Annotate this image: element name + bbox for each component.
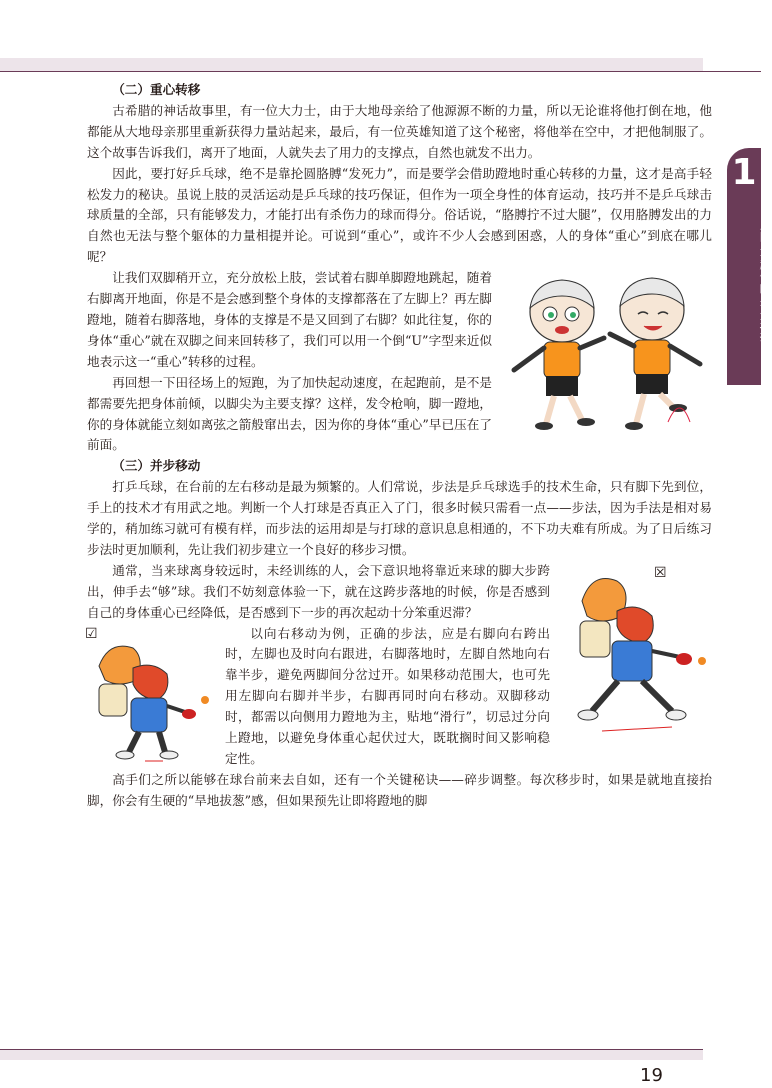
top-band xyxy=(0,58,703,71)
right-mark-icon: ☑ xyxy=(85,625,98,642)
page-number: 19 xyxy=(640,1065,663,1086)
wrong-step-illustration xyxy=(562,561,712,739)
paragraph: 打乒乓球，在台前的左右移动是最为频繁的。人们常说，步法是乒乓球选手的技术生命，只有脚下先到位，手上的技术才有用武之地。判断一个人打球是否真正入了门，很多时候只需看一点——步法，因为手法是相对易学的，稍加练习就可有模有样，而步法的运用却是与打球的意识息息相通的，不下功夫难有所成。为了日后练习步法时更加顺利，先让我们初步建立一个良好的移步习惯。 xyxy=(87,479,712,557)
paragraph: 让我们双脚稍开立，充分放松上肢，尝试着右脚单脚蹬地跳起，随着右脚离开地面，你是不是会感到整个身体的支撑都落在了左脚上？再左脚蹬地，随着右脚落地，身体的支撑是不是又回到了右脚？如此往复，你的身体“重心”就在双脚之间来回转移了，我们可以用一个倒“U”字型来近似地表示这一“重心”转移的过程。 xyxy=(87,270,492,369)
bottom-band xyxy=(0,1050,703,1060)
section-heading-3: （三）并步移动 xyxy=(112,458,201,474)
top-rule xyxy=(0,71,761,72)
kid-left xyxy=(514,280,604,430)
chapter-tab xyxy=(727,148,772,385)
chapter-title: 入门·拿起你的乒乓球拍 xyxy=(758,218,772,342)
paragraph: 以向右移动为例，正确的步法，应是右脚向右跨出时，左脚也及时向右跟进，右脚落地时，左脚自然地向右靠半步，避免两脚间分岔过开。如果移动范围大，也可先用左脚向右脚并半步，右脚再同时向右移动。双脚移动时，都需以向侧用力蹬地为主，贴地“滑行”，切忌过分向上蹬地，以避免身体重心起伏过大，既耽搁时间又影响稳定性。 xyxy=(225,625,550,766)
paragraph: 古希腊的神话故事里，有一位大力士，由于大地母亲给了他源源不断的力量，所以无论谁将他打倒在地，他都能从大地母亲那里重新获得力量站起来，最后，有一位英雄知道了这个秘密，将他举在空中，才把他制服了。这个故事告诉我们，离开了地面，人就失去了用力的支撑点，自然也就发不出力。 xyxy=(87,102,712,160)
wrong-mark-icon: ☒ xyxy=(654,564,667,581)
right-step-illustration xyxy=(85,624,215,764)
figure-wrong-step xyxy=(562,561,712,739)
page-content xyxy=(87,80,712,812)
chapter-number: 1 xyxy=(731,152,757,193)
section-heading-2: （二）重心转移 xyxy=(112,82,201,97)
paragraph: 通常，当来球离身较远时，未经训练的人，会下意识地将靠近来球的脚大步跨出，伸手去“够”球。我们不妨刻意体验一下，就在这跨步落地的时候，你是否感到自己的身体重心已经降低，是否感到下一步的再次起动十分笨重迟滞？ xyxy=(87,562,550,620)
kids-illustration xyxy=(500,274,712,434)
paragraph: 高手们之所以能够在球台前来去自如，还有一个关键秘诀——碎步调整。每次移步时，如果是就地直接抬脚，你会有生硬的“旱地拔葱”感，但如果预先让即将蹬地的脚 xyxy=(87,771,712,808)
paragraph: 因此，要打好乒乓球，绝不是靠抡圆胳膊“发死力”，而是要学会借助蹬地时重心转移的力量，这才是高手轻松发力的秘诀。虽说上肢的灵活运动是乒乓球的技巧保证，但作为一项全身性的体育运动，技巧并不是乒乓球击球质量的全部，只有能够发力，才能打出有杀伤力的球而得分。俗话说，“胳膊拧不过大腿”，仅用胳膊发出的力自然也无法与整个躯体的力量相提并论。可说到“重心”，或许不少人会感到困惑，人的身体“重心”到底在哪儿呢？ xyxy=(87,165,712,265)
paragraph: 再回想一下田径场上的短跑，为了加快起动速度，在起跑前，是不是都需要先把身体前倾，以脚尖为主要支撑？这样，发令枪响，脚一蹬地，你的身体就能立刻如离弦之箭般窜出去，因为你的身体“重心”早已压在了前面。 xyxy=(87,374,492,453)
figure-right-step xyxy=(85,624,215,764)
figure-kids-jumping xyxy=(500,274,712,434)
kid-right xyxy=(610,278,700,430)
